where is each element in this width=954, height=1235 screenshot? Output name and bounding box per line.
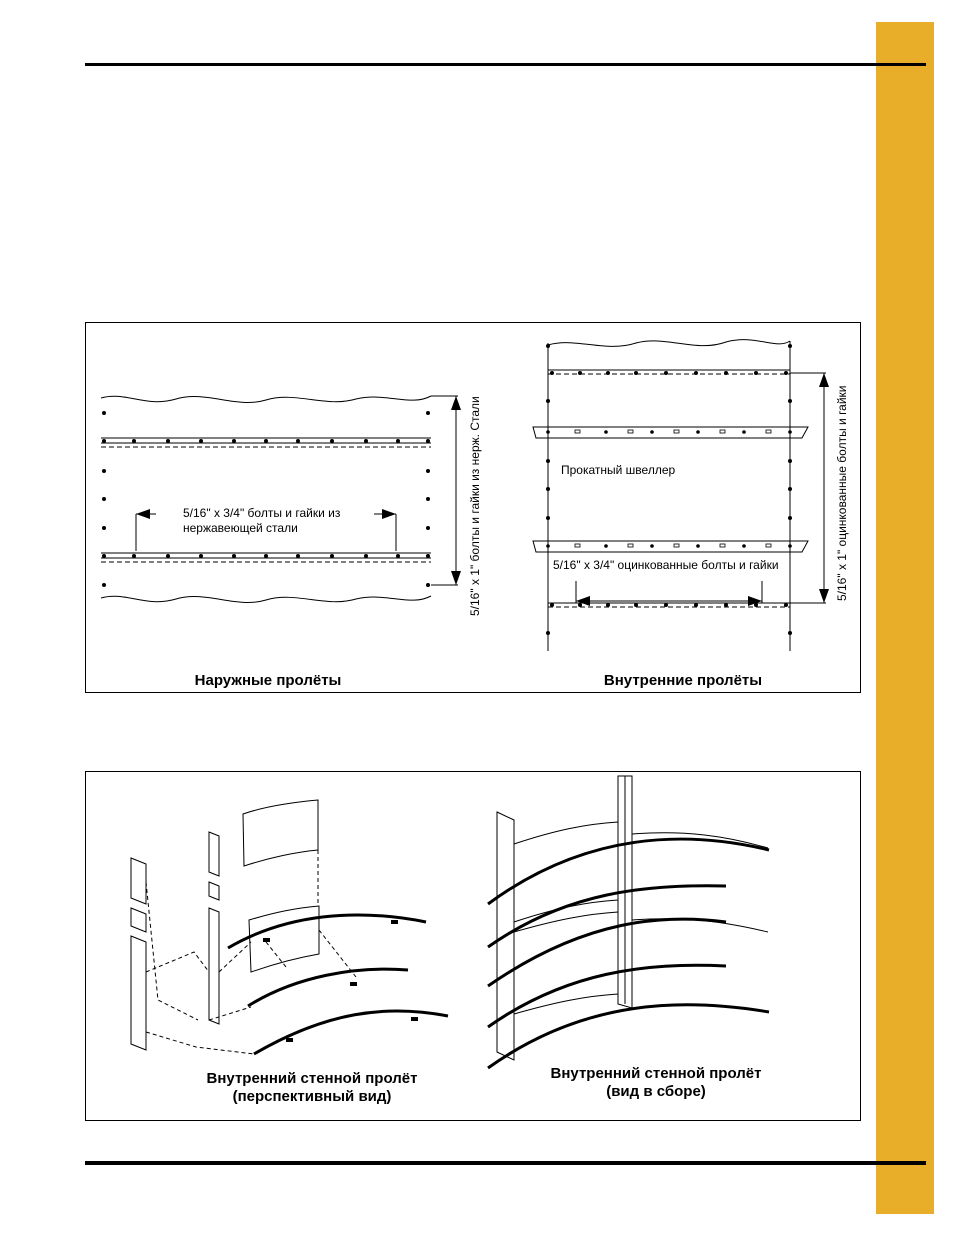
figure-bolt-spans (85, 322, 861, 693)
footer-rule (85, 1161, 926, 1165)
assembled-caption-line2: (вид в сборе) (606, 1083, 706, 1100)
outer-vertical-bolts-label: 5/16" x 1" болты и гайки из нерж. Стали (468, 396, 482, 616)
outer-bolts-label-line2: нержавеющей стали (183, 521, 298, 535)
outer-bolts-label: 5/16" x 3/4" болты и гайки из (183, 506, 341, 520)
channel-label: Прокатный швеллер (561, 463, 676, 477)
inner-bolts-label: 5/16" x 3/4" оцинкованные болты и гайки (553, 558, 779, 572)
inner-spans-caption: Внутренние пролёты (603, 672, 763, 689)
perspective-caption-line2: (перспективный вид) (232, 1088, 392, 1105)
outer-spans-caption: Наружные пролёты (194, 672, 342, 689)
header-rule (85, 63, 926, 66)
assembled-caption-line1: Внутренний стенной пролёт (550, 1065, 762, 1082)
perspective-caption-line1: Внутренний стенной пролёт (206, 1070, 418, 1087)
figure-inner-wall-span (85, 771, 861, 1121)
inner-vertical-bolts-label: 5/16" x 1" оцинкованные болты и гайки (835, 385, 849, 601)
side-tab (876, 22, 934, 1214)
